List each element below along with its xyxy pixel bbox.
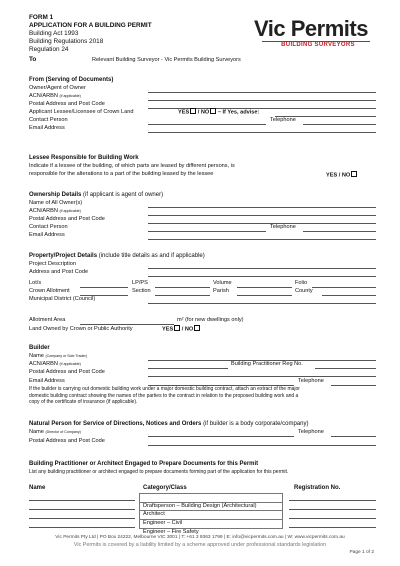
natural-person-section-title: Natural Person for Service of Directions, Notices and Orders (if builder is a body corporate/company) bbox=[29, 421, 309, 427]
natural-telephone-label: Telephone bbox=[298, 429, 324, 435]
logo-tagline: BUILDING SURVEYORS bbox=[281, 42, 355, 48]
allotment-area-label: Allotment Area bbox=[29, 317, 66, 323]
applicant-yes-no: YES / NO – If Yes, advise: bbox=[178, 109, 260, 116]
builder-reg-field[interactable] bbox=[315, 368, 376, 369]
from-section-title: From (Serving of Documents) bbox=[29, 77, 114, 83]
county-label: County bbox=[295, 288, 313, 294]
owner-email-label: Email Address bbox=[29, 232, 65, 238]
builder-email-label: Email Address bbox=[29, 378, 65, 384]
builder-acn-field[interactable] bbox=[148, 368, 228, 369]
crown-land-no-checkbox[interactable] bbox=[194, 325, 200, 331]
owner-telephone-label: Telephone bbox=[270, 224, 296, 230]
from-postal-label: Postal Address and Post Code bbox=[29, 101, 105, 107]
category-row-1: Draftsperson – Building Design (Architectural) bbox=[139, 493, 283, 503]
builder-note: If the builder is carrying out domestic building work under a major domestic building contract, attach an extract of the major domestic building contract showing the names of the parties to the contract in relation to the proposed building work and a copy of the certificate of insurance (if applicable). bbox=[29, 386, 300, 406]
owner-label: Owner/Agent of Owner bbox=[29, 85, 86, 91]
lessee-text-1: Indicate if a lessee of the building, of which parts are leased by different persons, is bbox=[29, 163, 235, 169]
crown-land-yes-no: YES / NO bbox=[162, 325, 200, 334]
lessee-yes-no: YES / NO bbox=[326, 171, 357, 180]
owners-name-field[interactable] bbox=[148, 207, 376, 208]
builder-name-label: Name (Company or Sole Trader) bbox=[29, 353, 88, 359]
natural-name-field[interactable] bbox=[148, 436, 294, 437]
practitioner-name-field-3[interactable] bbox=[29, 518, 135, 519]
regulations-line: Building Regulations 2018 bbox=[29, 38, 104, 45]
crown-land-label: Land Owned by Crown or Public Authority bbox=[29, 326, 133, 332]
category-row-2: Architect bbox=[139, 502, 283, 511]
category-row-4: Engineer – Fire Safety bbox=[139, 520, 283, 529]
property-section-title: Property/Project Details (include title details as and if applicable) bbox=[29, 253, 205, 259]
from-telephone-label: Telephone bbox=[270, 117, 296, 123]
owner-acn-label: ACN/ARBN (if applicable) bbox=[29, 208, 81, 214]
crown-land-yes-checkbox[interactable] bbox=[174, 325, 180, 331]
owner-telephone-field[interactable] bbox=[303, 231, 376, 232]
council-label: Municipal District (Council) bbox=[29, 296, 96, 302]
lp-field[interactable] bbox=[155, 287, 210, 288]
lessee-text-2: responsible for the alterations to a part of the building leased by the lessee bbox=[29, 171, 214, 177]
form-number: FORM 1 bbox=[29, 14, 54, 21]
from-email-label: Email Address bbox=[29, 125, 65, 131]
owner-email-field[interactable] bbox=[148, 239, 376, 240]
applicant-label: Applicant Lessee/Licensee of Crown Land bbox=[29, 109, 134, 115]
allotment-area-field[interactable] bbox=[80, 324, 174, 325]
builder-acn-label: ACN/ARBN (if applicable) bbox=[29, 361, 81, 367]
folio-label: Folio bbox=[295, 280, 308, 286]
col-category-header: Category/Class bbox=[143, 485, 187, 491]
from-telephone-field[interactable] bbox=[303, 124, 376, 125]
allotment-unit: m² (for new dwellings only) bbox=[177, 317, 244, 323]
owner-postal-label: Postal Address and Post Code bbox=[29, 216, 105, 222]
natural-postal-label: Postal Address and Post Code bbox=[29, 438, 105, 444]
lessee-checkbox[interactable] bbox=[351, 171, 357, 177]
practitioner-name-field-4[interactable] bbox=[29, 527, 135, 528]
council-field[interactable] bbox=[148, 303, 376, 304]
practitioner-reg-field-3[interactable] bbox=[289, 518, 376, 519]
lessee-section-title: Lessee Responsible for Building Work bbox=[29, 155, 139, 161]
builder-section-title: Builder bbox=[29, 345, 50, 351]
natural-postal-field[interactable] bbox=[148, 445, 376, 446]
crown-allotment-label: Crown Allotment bbox=[29, 288, 70, 294]
from-contact-field[interactable] bbox=[148, 124, 266, 125]
section-field[interactable] bbox=[155, 295, 210, 296]
owner-postal-field[interactable] bbox=[148, 223, 376, 224]
section-label: Section bbox=[132, 288, 151, 294]
project-description-label: Project Description bbox=[29, 261, 76, 267]
builder-reg-label: Building Practitioner Reg No. bbox=[231, 361, 303, 367]
col-reg-header: Registration No. bbox=[294, 485, 341, 491]
category-row-3: Engineer – Civil bbox=[139, 511, 283, 520]
builder-postal-field[interactable] bbox=[148, 376, 376, 377]
footer-liability: Vic Permits is covered by a liability limited by a scheme approved under professional standards legislation bbox=[73, 542, 327, 548]
builder-telephone-label: Telephone bbox=[298, 378, 324, 384]
parish-field[interactable] bbox=[237, 295, 292, 296]
footer-contact: Vic Permits Pty Ltd | PO Box 24222, Melbourne VIC 3001 | T: +61 3 9363 1799 | E: info@vicpermits.com.au | W: www.vicpermits.com.au bbox=[55, 535, 345, 540]
practitioner-section-title: Building Practitioner or Architect Engaged to Prepare Documents for this Permit bbox=[29, 461, 259, 467]
to-label: To bbox=[29, 56, 37, 63]
logo-name: Vic Permits bbox=[254, 16, 368, 41]
form-title: APPLICATION FOR A BUILDING PERMIT bbox=[29, 22, 152, 29]
lot-label: Lot/s bbox=[29, 280, 42, 286]
volume-label: Volume bbox=[213, 280, 232, 286]
from-contact-label: Contact Person bbox=[29, 117, 68, 123]
to-value: Relevant Building Surveyor - Vic Permits Building Surveyors bbox=[92, 57, 241, 63]
practitioner-reg-field-1[interactable] bbox=[289, 500, 376, 501]
practitioner-name-field-1[interactable] bbox=[29, 500, 135, 501]
property-address-field[interactable] bbox=[148, 276, 376, 277]
practitioner-reg-field-4[interactable] bbox=[289, 527, 376, 528]
regulation-line: Regulation 24 bbox=[29, 46, 69, 53]
property-address-label: Address and Post Code bbox=[29, 269, 89, 275]
practitioner-reg-field-2[interactable] bbox=[289, 509, 376, 510]
owners-name-label: Name of All Owner(s) bbox=[29, 200, 83, 206]
from-acn-field[interactable] bbox=[148, 100, 376, 101]
from-acn-label: ACN/ARBN (if applicable) bbox=[29, 93, 81, 99]
builder-telephone-field[interactable] bbox=[331, 385, 376, 386]
project-description-field[interactable] bbox=[148, 268, 376, 269]
folio-field[interactable] bbox=[312, 287, 376, 288]
natural-telephone-field[interactable] bbox=[331, 436, 376, 437]
col-name-header: Name bbox=[29, 485, 46, 491]
from-email-field[interactable] bbox=[148, 132, 376, 133]
county-field[interactable] bbox=[322, 295, 376, 296]
builder-postal-label: Postal Address and Post Code bbox=[29, 369, 105, 375]
practitioner-name-field-2[interactable] bbox=[29, 509, 135, 510]
owner-field[interactable] bbox=[148, 92, 376, 93]
act-line: Building Act 1993 bbox=[29, 30, 79, 37]
natural-name-label: Name (Director of Company) bbox=[29, 429, 81, 435]
applicant-no-checkbox[interactable] bbox=[210, 108, 216, 114]
volume-field[interactable] bbox=[237, 287, 292, 288]
page-number: Page 1 of 2 bbox=[349, 550, 374, 555]
lp-label: LP/PS bbox=[132, 280, 148, 286]
owner-acn-field[interactable] bbox=[148, 215, 376, 216]
applicant-yes-checkbox[interactable] bbox=[190, 108, 196, 114]
vic-permits-logo bbox=[248, 18, 374, 48]
ownership-section-title: Ownership Details (if applicant is agent of owner) bbox=[29, 192, 164, 198]
lot-field[interactable] bbox=[80, 287, 128, 288]
owner-contact-field[interactable] bbox=[148, 231, 266, 232]
practitioner-subtitle: List any building practitioner or architect engaged to prepare documents forming part of the application for this permit. bbox=[29, 469, 289, 475]
parish-label: Parish bbox=[213, 288, 229, 294]
owner-contact-label: Contact Person bbox=[29, 224, 68, 230]
